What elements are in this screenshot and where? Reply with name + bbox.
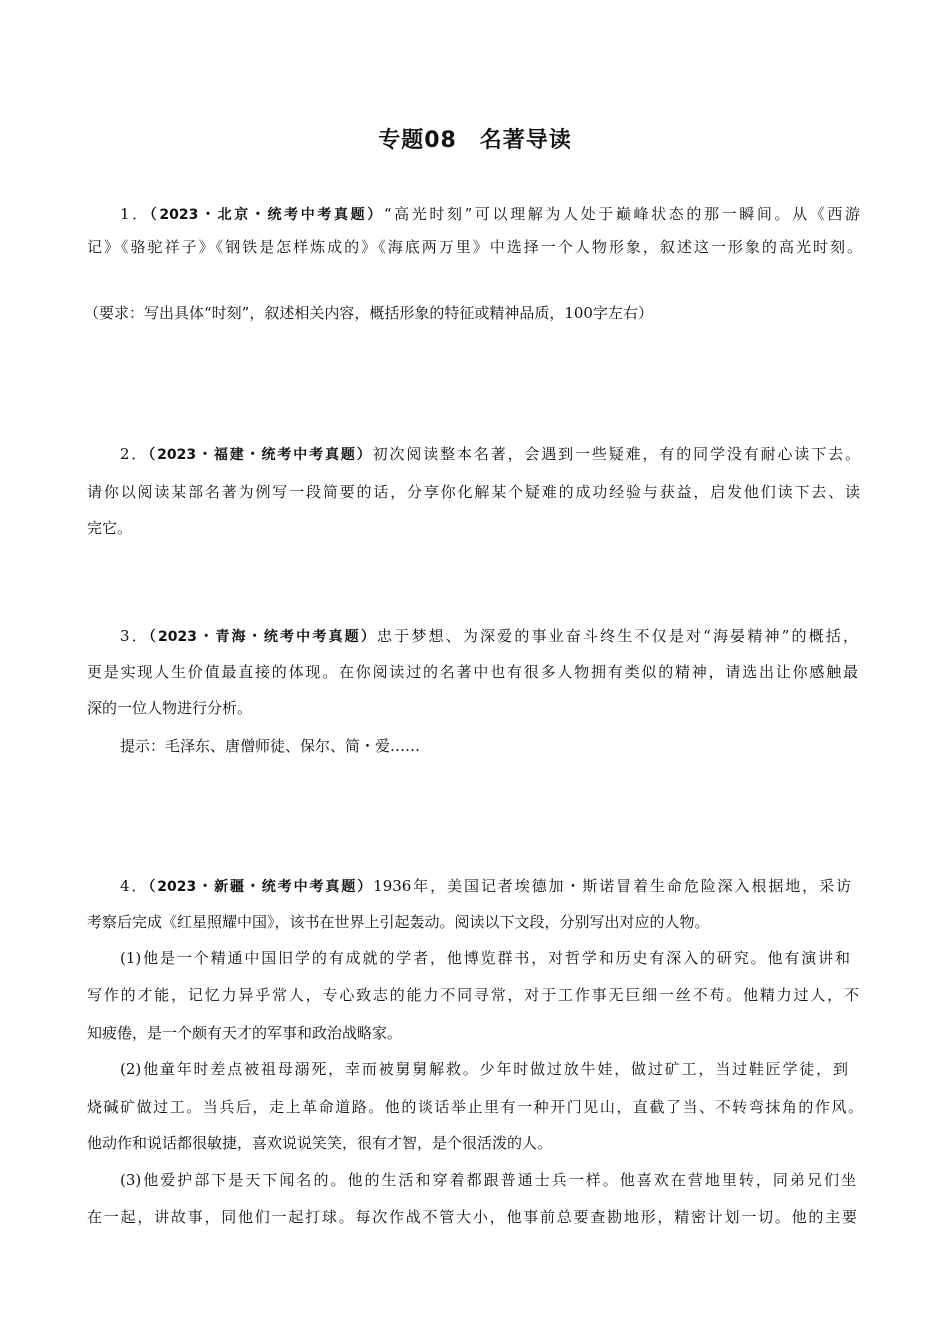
- question-2-line-1: [120, 443, 860, 466]
- question-4-line-1: [120, 875, 851, 898]
- question-1-line-1: [120, 203, 860, 226]
- passage-3-line-1: (3)他爱护部下是天下闻名的。他的生活和穿着都跟普通士兵一样。他喜欢在营地里转，同弟兄们坐: [120, 1171, 856, 1189]
- passage-1-line-2: 写作的才能，记忆力异乎常人，专心致志的能力不同寻常，对于工作事无巨细一丝不苟。他精力过人，不: [87, 986, 859, 1004]
- passage-2-line-3: 他动作和说话都很敏捷，喜欢说说笑笑，很有才智，是个很活泼的人。: [87, 1134, 553, 1152]
- passage-1-line-1: (1)他是一个精通中国旧学的有成就的学者，他博览群书，对哲学和历史有深入的研究。他有演讲和: [120, 949, 850, 967]
- question-4-number: 4．: [120, 877, 149, 895]
- question-1-number: 1．: [120, 205, 150, 223]
- question-1-requirement: （要求：写出具体“时刻”，叙述相关内容，概括形象的特征或精神品质，100字左右）: [84, 304, 653, 322]
- question-4-text: 1936年，美国记者埃德加・斯诺冒着生命危险深入根据地，采访: [373, 877, 852, 895]
- question-3-number: 3．: [120, 627, 149, 645]
- question-2-text: 初次阅读整本名著，会遇到一些疑难，有的同学没有耐心读下去。: [372, 445, 860, 463]
- question-3-source: （2023・青海・统考中考真题）: [148, 629, 378, 645]
- question-3-line-1: [120, 625, 858, 648]
- question-1-line-2: 记》《骆驼祥子》《钢铁是怎样炼成的》《海底两万里》中选择一个人物形象，叙述这一形象的高光时刻。: [87, 238, 862, 256]
- question-3-line-2: 更是实现人生价值最直接的体现。在你阅读过的名著中也有很多人物拥有类似的精神，请选出让你感触最: [87, 663, 858, 681]
- question-3-hint: 提示：毛泽东、唐僧师徒、保尔、简・爱……: [120, 737, 421, 755]
- question-3-line-3: 深的一位人物进行分析。: [87, 699, 253, 717]
- question-4-source: （2023・新疆・统考中考真题）: [148, 879, 374, 895]
- question-1-source: （2023・北京・统考中考真题）: [149, 207, 384, 223]
- passage-2-line-1: (2)他童年时差点被祖母溺死，幸而被舅舅解救。少年时做过放牛娃，做过矿工，当过鞋匠学徒，到: [120, 1060, 848, 1078]
- question-2-number: 2．: [120, 445, 149, 463]
- passage-2-line-2: 烧碱矿做过工。当兵后，走上革命道路。他的谈话举止里有一种开门见山，直截了当、不转弯抹角的作风。: [87, 1098, 863, 1116]
- question-2-source: （2023・福建・统考中考真题）: [148, 447, 373, 463]
- passage-3-line-2: 在一起，讲故事，同他们一起打球。每次作战不管大小，他事前总要查勘地形，精密计划一切。他的主要: [87, 1208, 857, 1226]
- question-4-line-2: 考察后完成《红星照耀中国》，该书在世界上引起轰动。阅读以下文段，分别写出对应的人物。: [87, 913, 710, 931]
- page-title: 专题08 名著导读: [378, 128, 572, 153]
- question-2-line-3: 完它。: [87, 519, 133, 537]
- question-3-text: 忠于梦想、为深爱的事业奋斗终生不仅是对“海晏精神”的概括，: [377, 627, 859, 645]
- question-1-text: “高光时刻”可以理解为人处于巅峰状态的那一瞬间。从《西游: [383, 205, 861, 223]
- passage-1-line-3: 知疲倦，是一个颇有天才的军事和政治战略家。: [87, 1024, 403, 1042]
- question-2-line-2: 请你以阅读某部名著为例写一段简要的话，分享你化解某个疑难的成功经验与获益，启发他们读下去、读: [87, 483, 860, 501]
